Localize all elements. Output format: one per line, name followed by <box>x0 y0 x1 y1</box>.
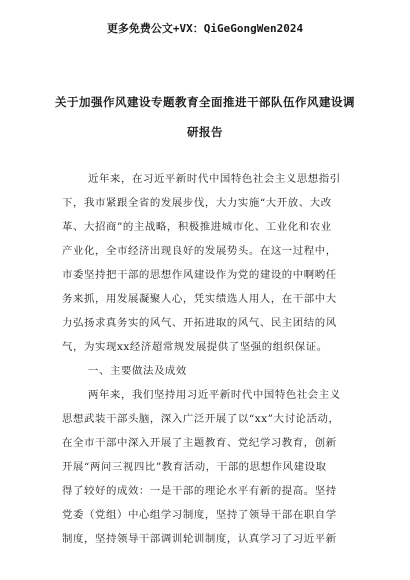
paragraph-line: 产业化，全市经济出现良好的发展势头。在这一过程中， <box>62 245 337 257</box>
section-heading: 一、主要做法及成效 <box>88 365 187 377</box>
paragraph-line: 得了较好的成效：一是干部的理论水平有新的提高。坚持 <box>62 485 337 497</box>
paragraph-line: 革、大招商”的主战略，积极推进城市化、工业化和农业 <box>62 221 332 233</box>
paragraph-line: 近年来，在习近平新时代中国特色社会主义思想指引 <box>88 173 341 185</box>
watermark-header: 更多免费公文+VX：QiGeGongWen2024 <box>106 22 304 35</box>
document-title-line-2: 研报告 <box>187 125 223 139</box>
paragraph-line: 在全市干部中深入开展了主题教育、党纪学习教育，创新 <box>62 437 337 449</box>
paragraph-line: 市委坚持把干部的思想作风建设作为党的建设的中啊哟任 <box>62 269 337 281</box>
paragraph-line: 气，为实现xx经济超常规发展提供了坚强的组织保证。 <box>62 341 328 353</box>
paragraph-line: 思想武装干部头脑，深入广泛开展了以“xx”大讨论活动， <box>62 413 340 425</box>
document-title-line-1: 关于加强作风建设专题教育全面推进干部队伍作风建设调 <box>55 95 355 109</box>
paragraph-line: 务来抓，用发展凝聚人心，凭实绩选人用人，在干部中大 <box>62 293 337 305</box>
paragraph-line: 力弘扬求真务实的风气、开拓进取的风气、民主团结的风 <box>62 317 337 329</box>
paragraph-line: 两年来，我们坚持用习近平新时代中国特色社会主义 <box>88 389 341 401</box>
paragraph-line: 制度，坚持领导干部调训轮训制度，认真学习了习近平新 <box>62 533 337 545</box>
paragraph-line: 下，我市紧跟全省的发展步伐，大力实施“大开放、大改 <box>62 197 332 209</box>
paragraph-line: 党委（党组）中心组学习制度，坚持了领导干部在职自学 <box>62 509 337 521</box>
paragraph-line: 开展“两问三视四比”教育活动，干部的思想作风建设取 <box>62 461 327 473</box>
